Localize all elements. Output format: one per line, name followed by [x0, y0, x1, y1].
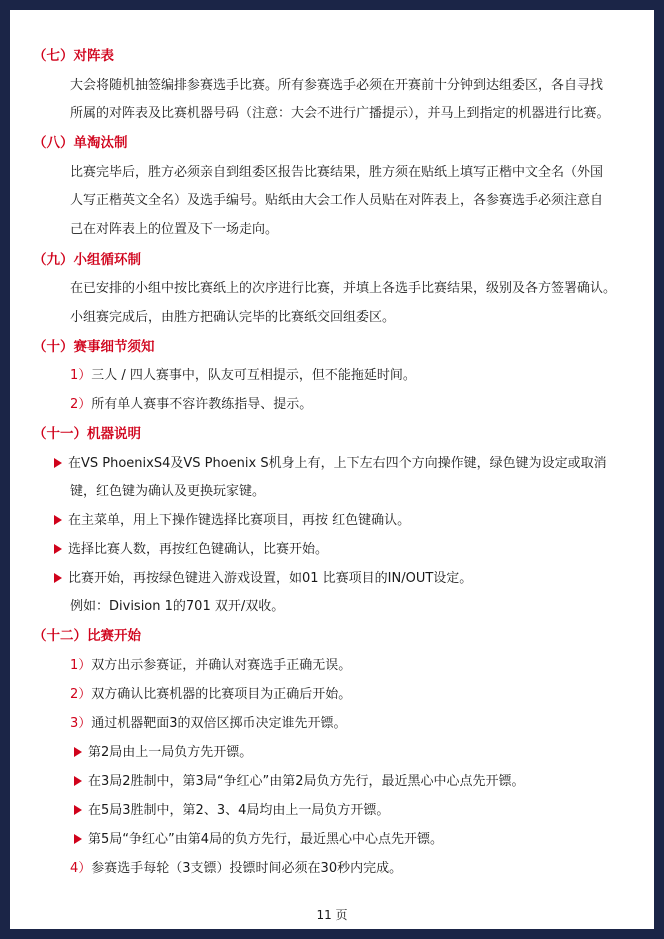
section-9-line-1: 在已安排的小组中按比赛纸上的次序进行比赛，并填上各选手比赛结果，级别及各方签署确认。 — [70, 281, 617, 296]
bullet-text: 在5局3胜制中，第2、3、4局均由上一局负方开镖。 — [88, 803, 390, 818]
bullet-text: 第5局“争红心”由第4局的负方先行，最近黑心中心点先开镖。 — [88, 832, 444, 847]
section-10-heading: （十）赛事细节须知 — [33, 339, 155, 355]
item-text: 通过机器靶面3的双倍区掷币决定谁先开镖。 — [91, 716, 347, 731]
bullet-text: 第2局由上一局负方先开镖。 — [88, 745, 253, 760]
bullet-item — [74, 830, 443, 850]
bullet-item — [54, 511, 410, 531]
bullet-item — [54, 540, 328, 560]
section-9-heading: （九）小组循环制 — [33, 252, 141, 268]
section-8-line-2: 人写正楷英文全名）及选手编号。贴纸由大会工作人员贴在对阵表上，各参赛选手必须注意自 — [70, 193, 604, 208]
list-item — [70, 714, 347, 734]
triangle-bullet-icon — [54, 573, 62, 583]
list-item — [70, 685, 351, 705]
item-number: 1） — [70, 368, 92, 383]
section-12-heading: （十二）比赛开始 — [33, 628, 141, 644]
list-item — [70, 656, 351, 676]
item-number: 1） — [70, 658, 92, 673]
bullet-text: 选择比赛人数，再按红色键确认，比赛开始。 — [68, 542, 329, 557]
triangle-bullet-icon — [74, 834, 82, 844]
page-number: 11 页 — [316, 908, 348, 922]
triangle-bullet-icon — [74, 776, 82, 786]
item-number: 2） — [70, 687, 92, 702]
bullet-text: 比赛开始，再按绿色键进入游戏设置，如01 比赛项目的IN/OUT设定。 — [68, 571, 473, 586]
bullet-item — [74, 801, 389, 821]
triangle-bullet-icon — [74, 747, 82, 757]
triangle-bullet-icon — [54, 544, 62, 554]
section-8-line-1: 比赛完毕后，胜方必须亲自到组委区报告比赛结果，胜方须在贴纸上填写正楷中文全名（外国 — [70, 165, 604, 180]
bullet-item — [74, 743, 252, 763]
section-9-line-2: 小组赛完成后，由胜方把确认完毕的比赛纸交回组委区。 — [70, 310, 396, 325]
item-number: 4） — [70, 861, 92, 876]
section-7-heading: （七）对阵表 — [33, 48, 114, 64]
bullet-item — [74, 772, 525, 792]
triangle-bullet-icon — [54, 458, 62, 468]
list-item — [70, 859, 402, 879]
list-item — [70, 366, 416, 386]
item-text: 参赛选手每轮（3支镖）投镖时间必须在30秒内完成。 — [91, 861, 403, 876]
item-text: 三人 / 四人赛事中，队友可互相提示，但不能拖延时间。 — [91, 368, 416, 383]
item-text: 双方出示参赛证，并确认对赛选手正确无误。 — [91, 658, 352, 673]
item-number: 3） — [70, 716, 92, 731]
item-text: 所有单人赛事不容许教练指导、提示。 — [91, 397, 313, 412]
section-7-line-2: 所属的对阵表及比赛机器号码（注意：大会不进行广播提示），并马上到指定的机器进行比赛。 — [70, 106, 610, 121]
item-text: 双方确认比赛机器的比赛项目为正确后开始。 — [91, 687, 352, 702]
section-8-line-3: 己在对阵表上的位置及下一场走向。 — [70, 222, 279, 237]
example-text: 例如：Division 1的701 双开/双收。 — [70, 599, 285, 614]
triangle-bullet-icon — [54, 515, 62, 525]
bullet-text: 在主菜单，用上下操作键选择比赛项目，再按 红色键确认。 — [68, 513, 411, 528]
section-7-line-1: 大会将随机抽签编排参赛选手比赛。所有参赛选手必须在开赛前十分钟到达组委区，各自寻找 — [70, 78, 604, 93]
bullet-text: 在3局2胜制中，第3局“争红心”由第2局负方先行，最近黑心中心点先开镖。 — [88, 774, 525, 789]
section-8-heading: （八）单淘汰制 — [33, 135, 128, 151]
triangle-bullet-icon — [74, 805, 82, 815]
bullet-text: 在VS PhoenixS4及VS Phoenix S机身上有，上下左右四个方向操作键，绿色键为设定或取消 — [68, 456, 607, 471]
bullet-continuation: 键，红色键为确认及更换玩家键。 — [70, 484, 266, 499]
bullet-item — [54, 454, 607, 474]
bullet-item — [54, 569, 472, 589]
section-11-heading: （十一）机器说明 — [33, 426, 141, 442]
list-item — [70, 395, 312, 415]
item-number: 2） — [70, 397, 92, 412]
